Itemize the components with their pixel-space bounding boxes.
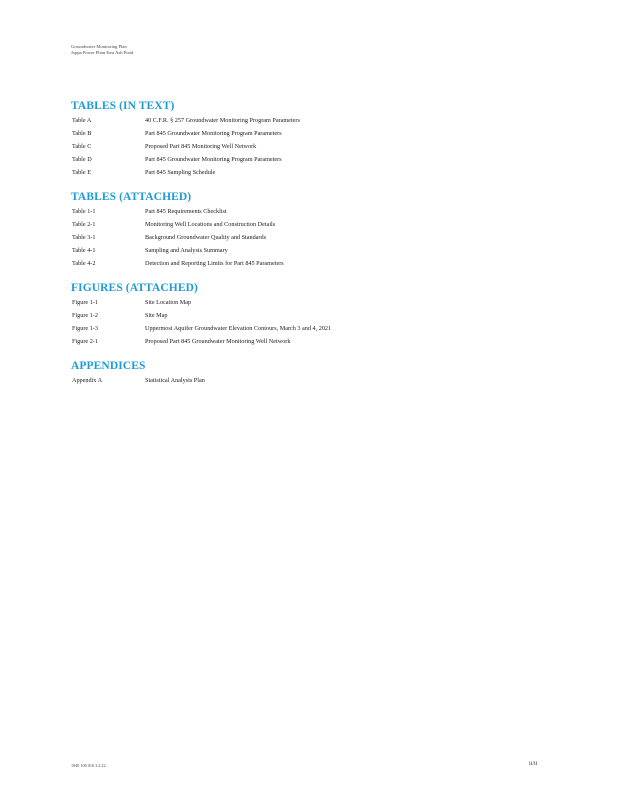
section-heading: APPENDICES	[71, 360, 146, 372]
item-description: Statistical Analysis Plan	[145, 377, 205, 384]
item-label: Figure 1-2	[72, 312, 98, 319]
item-description: Part 845 Sampling Schedule	[145, 169, 216, 176]
list-item	[71, 205, 551, 218]
section-heading: TABLES (ATTACHED)	[71, 191, 192, 203]
list-item	[71, 335, 551, 348]
item-label: Appendix A	[72, 377, 103, 384]
list-item	[71, 153, 551, 166]
item-description: Proposed Part 845 Groundwater Monitoring Well Network	[145, 338, 291, 345]
item-description: Monitoring Well Locations and Construction Details	[145, 221, 276, 228]
item-label: Table 2-1	[72, 221, 96, 228]
page-number: ii/ii	[529, 761, 538, 767]
item-description: Part 845 Groundwater Monitoring Program Parameters	[145, 130, 282, 137]
document-header	[71, 44, 133, 56]
section-appendices	[71, 359, 551, 387]
item-label: Table E	[72, 169, 91, 176]
item-label: Table 4-2	[72, 260, 96, 267]
list-item	[71, 309, 551, 322]
list-item	[71, 127, 551, 140]
item-label: Table A	[72, 117, 92, 124]
list-item	[71, 244, 551, 257]
header-title: Groundwater Monitoring Plan	[71, 44, 127, 49]
item-label: Table D	[72, 156, 92, 163]
table-of-contents-list	[71, 99, 551, 398]
item-label: Table B	[72, 130, 92, 137]
item-description: Part 845 Groundwater Monitoring Program Parameters	[145, 156, 282, 163]
item-label: Figure 1-3	[72, 325, 98, 332]
item-label: Table C	[72, 143, 92, 150]
item-description: Sampling and Analysis Summary	[145, 247, 228, 254]
section-heading: FIGURES (ATTACHED)	[71, 282, 198, 294]
list-item	[71, 114, 551, 127]
item-description: Site Location Map	[145, 299, 192, 306]
list-item	[71, 257, 551, 270]
item-label: Table 4-1	[72, 247, 96, 254]
item-label: Table 1-1	[72, 208, 96, 215]
section-tables-attached	[71, 190, 551, 270]
item-label: Table 3-1	[72, 234, 96, 241]
list-item	[71, 166, 551, 179]
list-item	[71, 296, 551, 309]
list-item	[71, 218, 551, 231]
list-item	[71, 374, 551, 387]
list-item	[71, 322, 551, 335]
item-description: Detection and Reporting Limits for Part 845 Parameters	[145, 260, 284, 267]
item-description: Background Groundwater Quality and Standards	[145, 234, 266, 241]
section-figures-attached	[71, 281, 551, 348]
item-description: Uppermost Aquifer Groundwater Elevation Contours, March 3 and 4, 2021	[145, 325, 332, 332]
footer-document-id: 1940 100 016 3.2.22	[71, 763, 106, 768]
section-heading: TABLES (IN TEXT)	[71, 100, 175, 112]
item-description: Proposed Part 845 Monitoring Well Network	[145, 143, 257, 150]
item-description: Site Map	[145, 312, 168, 319]
section-tables-in-text	[71, 99, 551, 179]
item-label: Figure 2-1	[72, 338, 98, 345]
item-description: Part 845 Requirements Checklist	[145, 208, 227, 215]
list-item	[71, 140, 551, 153]
list-item	[71, 231, 551, 244]
item-label: Figure 1-1	[72, 299, 98, 306]
header-subtitle: Joppa Power Plant East Ash Pond	[71, 50, 134, 55]
item-description: 40 C.F.R. § 257 Groundwater Monitoring Program Parameters	[145, 117, 300, 124]
